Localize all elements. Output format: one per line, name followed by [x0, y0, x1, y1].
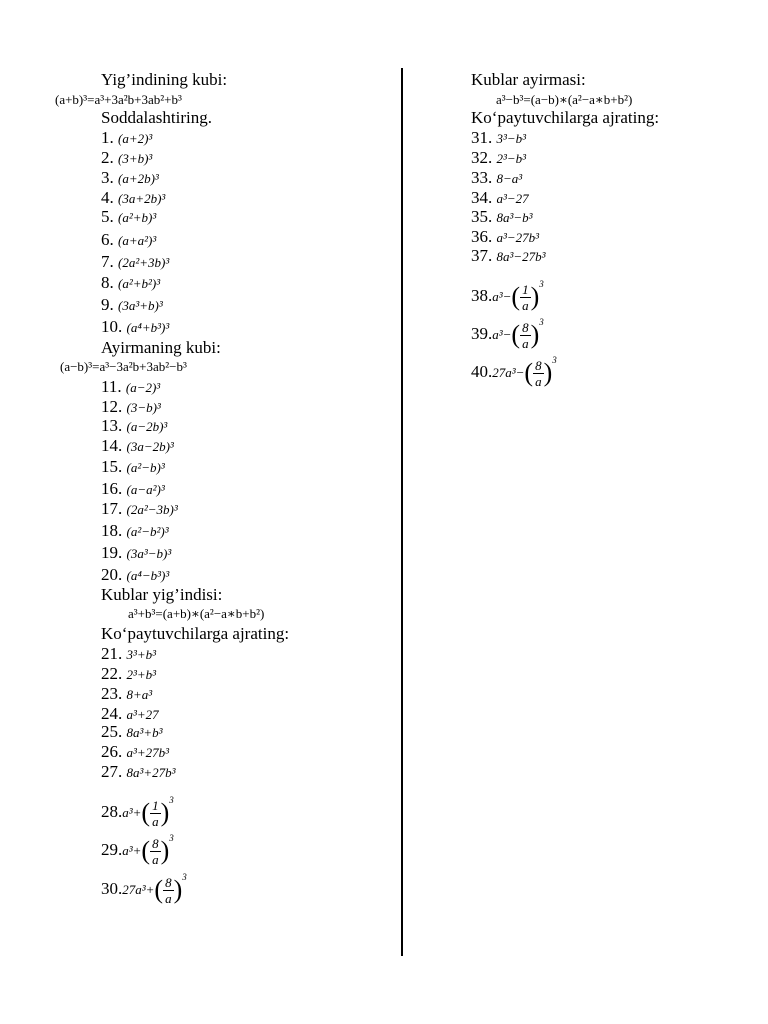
item-expression: 27a³−	[492, 365, 525, 380]
item-expression: 8a³+27b³	[126, 765, 176, 780]
item-number: 26.	[101, 742, 127, 761]
left-paren: (	[154, 875, 164, 905]
item-number: 23.	[101, 684, 127, 703]
item-expression: 8a³+b³	[126, 725, 163, 740]
item-expression: (2a²+3b)³	[118, 255, 170, 270]
item-expression: (3a³−b)³	[126, 546, 172, 561]
item-expression: (a−2b)³	[126, 419, 168, 434]
list-item	[101, 168, 159, 189]
factor-heading-right: Ko‘paytuvchilarga ajrating:	[471, 108, 660, 127]
item-expression: a³−	[492, 327, 512, 342]
item-number: 31.	[471, 128, 497, 147]
item-number: 25.	[101, 722, 127, 741]
item-number: 37.	[471, 246, 497, 265]
item-expression: a³+	[122, 843, 142, 858]
item-expression: a³+	[122, 805, 142, 820]
exponent: 3	[539, 279, 544, 289]
right-paren: )	[160, 836, 170, 866]
item-number: 8.	[101, 273, 118, 292]
column-divider	[401, 68, 403, 956]
list-item	[101, 860, 187, 907]
right-paren: )	[543, 358, 553, 388]
item-number: 28.	[101, 802, 123, 821]
exponent: 3	[169, 833, 174, 843]
item-number: 35.	[471, 207, 497, 226]
item-number: 1.	[101, 128, 118, 147]
item-number: 17.	[101, 499, 127, 518]
item-expression: a³−27	[496, 191, 529, 206]
fraction-numerator: 8	[165, 874, 172, 890]
left-paren: (	[511, 320, 521, 350]
item-number: 10.	[101, 317, 127, 336]
list-item	[101, 416, 167, 437]
list-item	[101, 565, 169, 586]
item-expression: a³−27b³	[496, 230, 540, 245]
exponent: 3	[182, 872, 187, 882]
list-item	[101, 762, 176, 783]
item-number: 40.	[471, 362, 493, 381]
list-item	[101, 295, 163, 316]
list-item	[101, 230, 156, 251]
list-item	[471, 148, 526, 169]
simplify-heading: Soddalashtiring.	[101, 108, 212, 127]
item-number: 7.	[101, 252, 118, 271]
item-expression: (a²−b²)³	[126, 524, 169, 539]
list-item	[101, 252, 169, 273]
item-expression: (a+2b)³	[118, 171, 159, 186]
item-expression: (3+b)³	[118, 151, 153, 166]
item-number: 13.	[101, 416, 127, 435]
item-number: 15.	[101, 457, 127, 476]
item-number: 32.	[471, 148, 497, 167]
exponent: 3	[539, 317, 544, 327]
item-number: 27.	[101, 762, 127, 781]
left-paren: (	[141, 798, 151, 828]
item-number: 12.	[101, 397, 127, 416]
cube-sum-formula: a³+b³=(a+b)∗(a²−a∗b+b²)	[128, 606, 265, 621]
sum-cube-formula: (a+b)³=a³+3a²b+3ab²+b³	[55, 92, 182, 107]
list-item	[101, 664, 156, 685]
list-item	[101, 722, 163, 743]
item-expression: (a²+b²)³	[118, 276, 161, 291]
cube-diff-formula: a³−b³=(a−b)∗(a²−a∗b+b²)	[496, 92, 633, 107]
item-number: 4.	[101, 188, 118, 207]
right-paren: )	[160, 798, 170, 828]
item-expression: 3³−b³	[496, 131, 527, 146]
list-item	[471, 343, 557, 390]
item-expression: (a+a²)³	[118, 233, 157, 248]
right-paren: )	[530, 282, 540, 312]
item-number: 38.	[471, 286, 493, 305]
item-expression: 3³+b³	[126, 647, 157, 662]
fraction-denominator: a	[522, 335, 529, 351]
item-expression: (3a+2b)³	[118, 191, 166, 206]
item-number: 22.	[101, 664, 127, 683]
item-expression: (a−a²)³	[126, 482, 165, 497]
item-expression: 8a³−b³	[496, 210, 533, 225]
list-item	[471, 246, 546, 267]
list-item	[471, 128, 526, 149]
left-paren: (	[141, 836, 151, 866]
item-number: 18.	[101, 521, 127, 540]
list-item	[101, 644, 156, 665]
item-expression: (2a²−3b)³	[126, 502, 178, 517]
fraction-numerator: 8	[522, 319, 529, 335]
list-item	[101, 684, 152, 705]
list-item	[471, 168, 522, 189]
item-number: 39.	[471, 324, 493, 343]
item-number: 11.	[101, 377, 126, 396]
list-item	[101, 742, 169, 763]
item-expression: 27a³+	[122, 882, 155, 897]
fraction	[533, 358, 544, 389]
item-expression: (a−2)³	[125, 380, 161, 395]
list-item	[101, 457, 165, 478]
fraction-numerator: 1	[152, 797, 159, 813]
item-number: 2.	[101, 148, 118, 167]
item-expression: (a⁴−b³)³	[126, 568, 170, 583]
item-expression: 2³−b³	[496, 151, 527, 166]
list-item	[101, 499, 178, 520]
item-number: 6.	[101, 230, 118, 249]
fraction-denominator: a	[152, 813, 159, 829]
item-number: 29.	[101, 840, 123, 859]
left-paren: (	[524, 358, 534, 388]
fraction	[163, 875, 174, 906]
cube-sum-heading: Kublar yig’indisi:	[101, 585, 223, 604]
item-number: 16.	[101, 479, 127, 498]
left-paren: (	[511, 282, 521, 312]
right-paren: )	[530, 320, 540, 350]
cube-diff-heading: Kublar ayirmasi:	[471, 70, 586, 89]
fraction-numerator: 8	[535, 357, 542, 373]
list-item	[101, 397, 161, 418]
list-item	[101, 377, 160, 398]
list-item	[101, 148, 152, 169]
item-expression: a³+27b³	[126, 745, 170, 760]
factor-heading-left: Ko‘paytuvchilarga ajrating:	[101, 624, 290, 643]
list-item	[101, 128, 152, 149]
list-item	[101, 479, 165, 500]
item-expression: 8a³−27b³	[496, 249, 546, 264]
item-number: 36.	[471, 227, 497, 246]
item-expression: 2³+b³	[126, 667, 157, 682]
item-number: 3.	[101, 168, 118, 187]
item-expression: 8−a³	[496, 171, 523, 186]
item-expression: a³−	[492, 289, 512, 304]
list-item	[101, 188, 165, 209]
exponent: 3	[169, 795, 174, 805]
item-expression: (3a−2b)³	[126, 439, 174, 454]
item-number: 21.	[101, 644, 127, 663]
item-number: 19.	[101, 543, 127, 562]
item-expression: (a²+b)³	[118, 210, 157, 225]
list-item	[471, 188, 529, 209]
item-number: 14.	[101, 436, 127, 455]
fraction-denominator: a	[522, 297, 529, 313]
list-item	[101, 436, 174, 457]
item-number: 24.	[101, 704, 127, 723]
fraction-denominator: a	[535, 373, 542, 389]
exponent: 3	[552, 355, 557, 365]
list-item	[101, 207, 156, 228]
item-number: 34.	[471, 188, 497, 207]
item-expression: (a+2)³	[118, 131, 153, 146]
fraction-denominator: a	[165, 890, 172, 906]
fraction-numerator: 8	[152, 835, 159, 851]
item-expression: a³+27	[126, 707, 159, 722]
item-number: 30.	[101, 879, 123, 898]
sum-cube-heading: Yig’indining kubi:	[101, 70, 228, 89]
fraction-denominator: a	[152, 851, 159, 867]
item-number: 20.	[101, 565, 127, 584]
diff-cube-formula: (a−b)³=a³−3a²b+3ab²−b³	[60, 359, 187, 374]
item-expression: (a⁴+b³)³	[126, 320, 170, 335]
list-item	[101, 273, 160, 294]
item-expression: 8+a³	[126, 687, 153, 702]
item-expression: (3−b)³	[126, 400, 161, 415]
list-item	[101, 543, 171, 564]
item-expression: (a²−b)³	[126, 460, 165, 475]
right-paren: )	[173, 875, 183, 905]
list-item	[101, 521, 169, 542]
list-item	[471, 227, 539, 248]
list-item	[471, 207, 533, 228]
item-number: 33.	[471, 168, 497, 187]
list-item	[101, 317, 169, 338]
item-expression: (3a³+b)³	[118, 298, 163, 313]
item-number: 5.	[101, 207, 118, 226]
fraction-numerator: 1	[522, 281, 529, 297]
diff-cube-heading: Ayirmaning kubi:	[101, 338, 221, 357]
item-number: 9.	[101, 295, 118, 314]
